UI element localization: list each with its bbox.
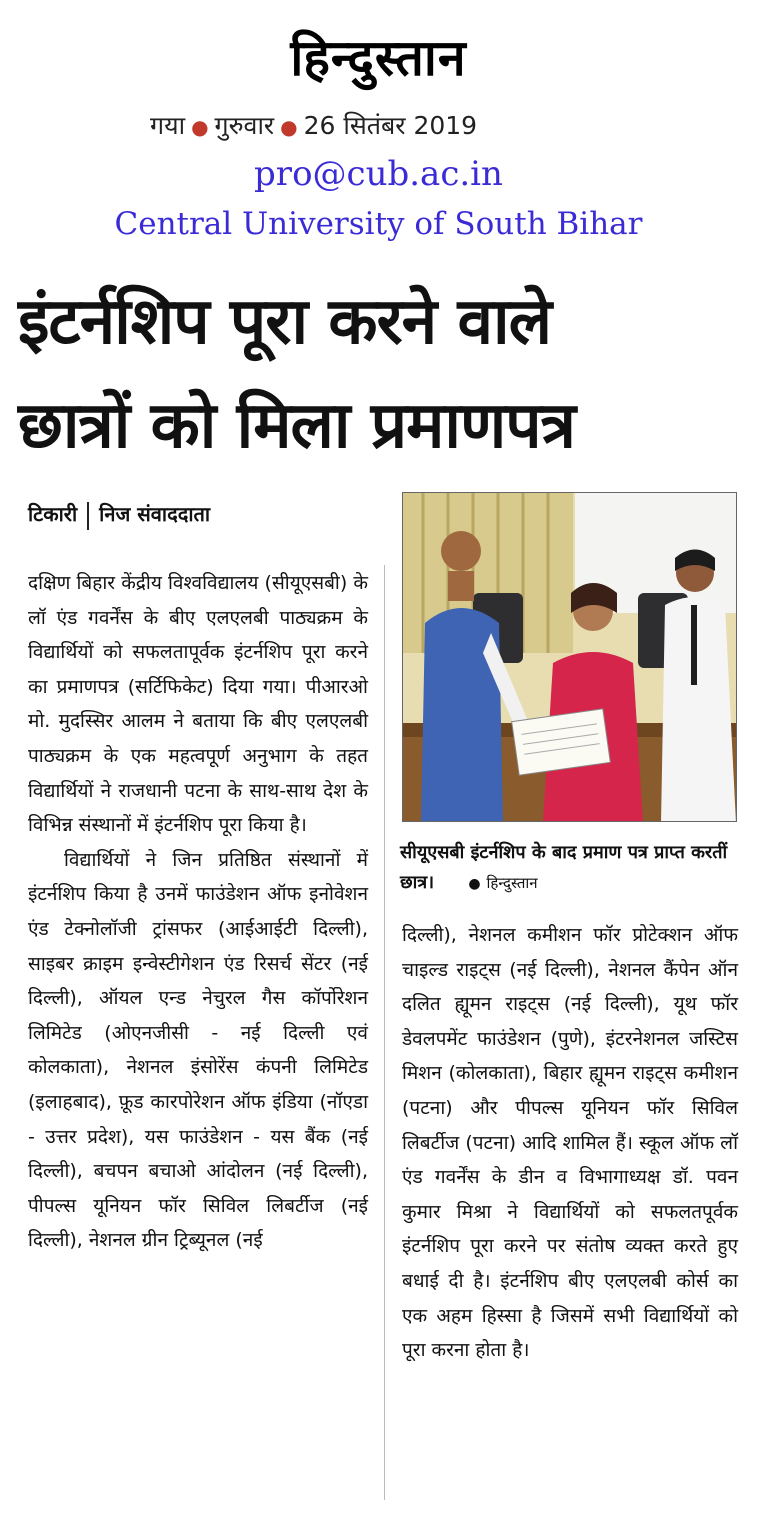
contact-email: pro@cub.ac.in xyxy=(254,154,503,194)
photo-caption-text: सीयूएसबी इंटर्नशिप के बाद प्रमाण पत्र प्राप्त करतीं छात्र। xyxy=(400,842,728,893)
article-paragraph-2-continued: दिल्ली), नेशनल कमीशन फॉर प्रोटेक्शन ऑफ चाइल्ड राइट्स (नई दिल्ली), नेशनल कैंपेन ऑन दलित ह्यूमन राइट्स (नई दिल्ली), यूथ फॉर डेवलपमेंट फाउंडेशन (पुणे), इंटरनेशनल जस्टिस मिशन (कोलकाता), बिहार ह्यूमन राइट्स कमीशन (पटना) और पीपल्स यूनियन फॉर सिविल लिबर्टीज (पटना) आदि शामिल हैं। स्कूल ऑफ लॉ एंड गवर्नेंस के डीन व विभागाध्यक्ष डॉ. पवन कुमार मिश्रा ने विद्यार्थियों को सफलतपूर्वक इंटर्नशिप पूरा करने पर संतोष व्यक्त करते हुए बधाई दी है। इंटर्नशिप बीए एलएलबी कोर्स का एक अहम हिस्सा है जिसमें सभी विद्यार्थियों को पूरा करना होता है। xyxy=(402,924,738,1362)
newspaper-masthead: हिन्दुस्तान xyxy=(290,29,467,87)
article-paragraph-2: विद्यार्थियों ने जिन प्रतिष्ठित संस्थानों में इंटर्नशिप किया है उनमें फाउंडेशन ऑफ इनोवेशन एंड टेक्नोलॉजी ट्रांसफर (आईआईटी दिल्ली), साइबर क्राइम इन्वेस्टीगेशन एंड रिसर्च सेंटर (नई दिल्ली), ऑयल एन्ड नेचुरल गैस कॉर्पोरेशन लिमिटेड (ओएनजीसी - नई दिल्ली एवं कोलकाता), नेशनल इंसोरेंस कंपनी लिमिटेड (इलाहबाद), फ़ूड कारपोरेशन ऑफ इंडिया (नॉएडा - उत्तर प्रदेश), यस फाउंडेशन - यस बैंक (नई दिल्ली), बचपन बचाओ आंदोलन (नई दिल्ली), पीपल्स यूनियन फॉर सिविल लिबर्टीज (नई दिल्ली), नेशनल ग्रीन ट्रिब्यूनल (नई xyxy=(28,848,368,1252)
photo-credit xyxy=(468,874,537,892)
dateline-city: गया xyxy=(150,111,186,140)
byline-divider xyxy=(87,502,89,530)
dateline-date: 26 सितंबर 2019 xyxy=(303,111,478,140)
byline-place: टिकारी xyxy=(28,502,78,526)
article-column-1 xyxy=(28,566,368,1258)
dateline xyxy=(150,108,477,142)
article-paragraph-1: दक्षिण बिहार केंद्रीय विश्वविद्यालय (सीयूएसबी) के लॉ एंड गवर्नेंस के बीए एलएलबी पाठ्यक्रम के विद्यार्थियों को सफलतापूर्वक इंटर्नशिप पूरा करने का प्रमाणपत्र (सर्टिफिकेट) दिया गया। पीआरओ मो. मुदस्सिर आलम ने बताया कि बीए एलएलबी पाठ्यक्रम के एक महत्वपूर्ण अनुभाग के तहत विद्यार्थियों ने राजधानी पटना के साथ-साथ देश के विभिन्न संस्थानों में इंटर्नशिप पूरा किया है। xyxy=(28,572,368,837)
certificate-ceremony-photo xyxy=(403,493,736,821)
bullet-icon: ● xyxy=(280,115,298,139)
bullet-icon: ● xyxy=(191,115,209,139)
article-column-2 xyxy=(402,918,738,1368)
column-divider xyxy=(384,565,385,1500)
byline xyxy=(28,500,210,530)
headline-line-1: इंटर्नशिप पूरा करने वाले xyxy=(18,285,551,359)
bullet-icon: ● xyxy=(468,876,481,892)
article-photo xyxy=(402,492,737,822)
article-headline xyxy=(18,270,748,478)
photo-caption xyxy=(400,838,740,899)
byline-reporter: निज संवाददाता xyxy=(99,502,211,526)
university-name: Central University of South Bihar xyxy=(114,206,643,242)
headline-line-2: छात्रों को मिला प्रमाणपत्र xyxy=(18,389,575,463)
photo-credit-text: हिन्दुस्तान xyxy=(486,874,538,892)
dateline-day: गुरुवार xyxy=(214,111,275,140)
